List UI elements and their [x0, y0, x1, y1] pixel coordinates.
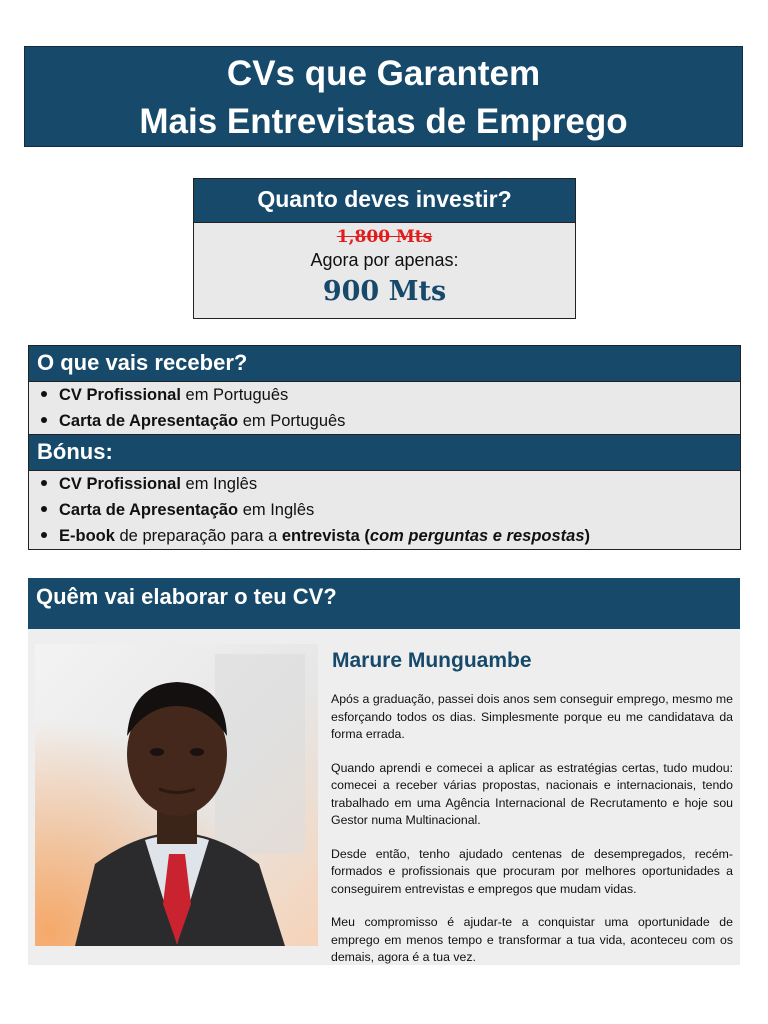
item-bold: E-book — [59, 527, 115, 545]
portrait-illustration — [35, 644, 318, 946]
now-label: Agora por apenas: — [310, 250, 459, 270]
title-line-2: Mais Entrevistas de Emprego — [139, 102, 628, 141]
bullet-icon — [41, 506, 47, 512]
bio-paragraph: Quando aprendi e comecei a aplicar as estratégias certas, tudo mudou: comecei a receber várias propostas, nacionais e internacionais, tendo trabalhado em uma Agência Internacional de Recrutamento e hoje sou Gestor numa Multinacional. — [331, 760, 733, 827]
offer-box — [28, 345, 741, 550]
list-item — [41, 382, 740, 408]
item-bold: entrevista ( — [281, 527, 370, 545]
list-item — [41, 471, 740, 497]
title-banner — [24, 46, 743, 147]
bullet-icon — [41, 417, 47, 423]
author-section-heading: Quêm vai elaborar o teu CV? — [28, 578, 740, 629]
list-item — [41, 497, 740, 523]
item-italic: com perguntas e respostas — [369, 527, 585, 545]
bullet-icon — [41, 391, 47, 397]
old-price: 1,800 Mts — [336, 227, 433, 247]
item-bold: Carta de Apresentação — [59, 412, 239, 430]
bonus-list — [29, 471, 740, 549]
pricing-header: Quanto deves investir? — [194, 179, 575, 223]
item-text: em Português — [238, 412, 346, 430]
list-item — [41, 408, 740, 434]
bio-paragraph: Após a graduação, passei dois anos sem conseguir emprego, mesmo me esforçando todos os dias. Simplesmente porque eu me candidatava da forma errada. — [331, 692, 733, 741]
bonus-heading: Bónus: — [29, 434, 740, 471]
bullet-icon — [41, 480, 47, 486]
author-bio — [331, 691, 733, 983]
new-price: 900 Mts — [322, 276, 447, 307]
item-text: de preparação para a — [114, 527, 282, 545]
item-bold: Carta de Apresentação — [59, 501, 239, 519]
offer-heading: O que vais receber? — [29, 346, 740, 382]
bio-paragraph: Meu compromisso é ajudar-te a conquistar uma oportunidade de emprego em menos tempo e transformar a tua vida, aconteceu com os demais, agora é a tua vez. — [331, 915, 733, 964]
title-line-1: CVs que Garantem — [226, 54, 541, 93]
offer-list — [29, 382, 740, 434]
bullet-icon — [41, 532, 47, 538]
item-text: em Inglês — [238, 501, 315, 519]
item-text: em Português — [180, 386, 289, 404]
item-text: em Inglês — [180, 475, 258, 493]
bio-paragraph: Desde então, tenho ajudado centenas de desempregados, recém-formados e profissionais que procuram por melhores oportunidades a conseguirem entrevistas e empregos que mudam vidas. — [331, 846, 733, 896]
list-item — [41, 523, 740, 549]
item-bold: ) — [584, 527, 590, 545]
pricing-box — [193, 178, 576, 319]
author-panel — [28, 629, 740, 965]
item-bold: CV Profissional — [59, 386, 181, 404]
author-name: Marure Munguambe — [332, 649, 532, 672]
item-bold: CV Profissional — [59, 475, 181, 493]
author-photo — [35, 644, 318, 946]
